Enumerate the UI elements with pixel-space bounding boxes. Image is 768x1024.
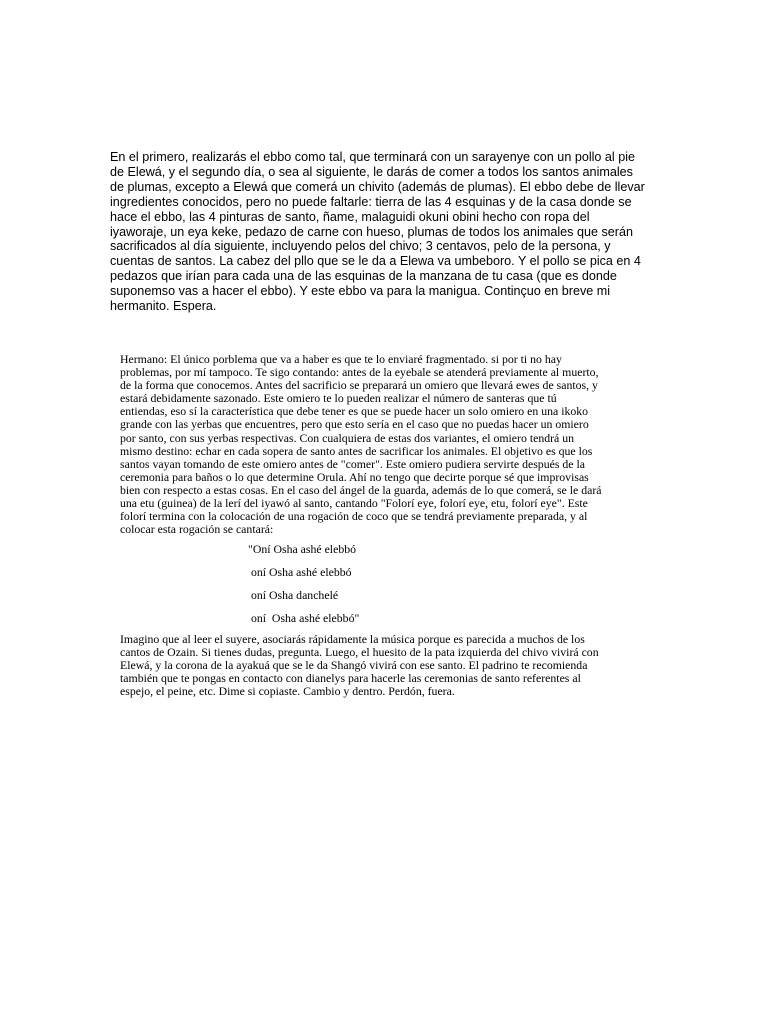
letter-section: [120, 353, 650, 698]
closing-paragraph: Imagino que al leer el suyere, asociarás rápidamente la música porque es parecida a muchos de los cantos de Ozain. Si tienes dudas, pregunta. Luego, el huesito de la pata izquierda del chivo vivirá con Elewá, y la corona de la ayakuá que se le da Shangó vivirá con ese santo. El padrino te recomienda también que te pongas en contacto con dianelys para hacerle las ceremonias de santo referentes al espejo, el peine, etc. Dime si copiaste. Cambio y dentro. Perdón, fuera.: [120, 631, 599, 699]
verse-line: oní Osha danchelé: [248, 587, 339, 602]
verse-line: oní Osha ashé elebbó": [248, 610, 360, 625]
song-verse: [120, 543, 650, 624]
intro-paragraph: En el primero, realizarás el ebbo como tal, que terminará con un sarayenye con un pollo al pie de Elewá, y el segundo día, o sea al siguiente, le darás de comer a todos los santos animales de plumas, excepto a Elewá que comerá un chivito (además de plumas). El ebbo debe de llevar ingredientes conocidos, pero no puede faltarle: tierra de las 4 esquinas y de la casa donde se hace el ebbo, las 4 pinturas de santo, ñame, malaguidi okuni obini hecho con ropa del iyaworaje, un eya keke, pedazo de carne con hueso, plumas de todos los animales que serán sacrificados al día siguiente, incluyendo pelos del chivo; 3 centavos, pelo de la persona, y cuentas de santos. La cabez del pllo que se le da a Elewa va umbeboro. Y el pollo se pica en 4 pedazos que irían para cada una de las esquinas de la manzana de tu casa (que es donde suponemso vas a hacer el ebbo). Y este ebbo va para la manigua. Continçuo en breve mi hermanito. Espera.: [110, 150, 645, 314]
verse-line: "Oní Osha ashé elebbó: [248, 542, 357, 557]
verse-line: oní Osha ashé elebbó: [248, 565, 352, 580]
letter-paragraph: Hermano: El único porblema que va a haber es que te lo enviaré fragmentado. si por ti no hay problemas, por mí tampoco. Te sigo contando: antes de la eyebale se atenderá previamente al muerto, de la forma que conocemos. Antes del sacrificio se preparará un omiero que llevará ewes de santos, y estará debidamente sazonado. Este omiero te lo pueden realizar el número de santeras que tú entiendas, eso sí la característica que debe tener es que se puede hacer un solo omiero en una ikoko grande con las yerbas que encuentres, pero que esto sería en el caso que no puedas hacer un omiero por santo, con sus yerbas respectivas. Con cualquiera de estas dos variantes, el omiero tendrá un mismo destino: echar en cada sopera de santo antes de sacrificar los animales. El objetivo es que los santos vayan tomando de este omiero antes de "comer". Este omiero pudiera servirte después de la ceremonia para baños o lo que determine Orula. Ahí no tengo que decirte porque sé que improvisas bien con respecto a estas cosas. En el caso del ángel de la guarda, además de lo que comerá, se le dará una etu (guinea) de la lerí del iyawó al santo, cantando "Folorí eye, folorí eye, etu, folorí eye". Este folorí termina con la colocación de una rogación de coco que se tendrá previamente preparada, y al colocar esta rogación se cantará:: [120, 352, 602, 537]
